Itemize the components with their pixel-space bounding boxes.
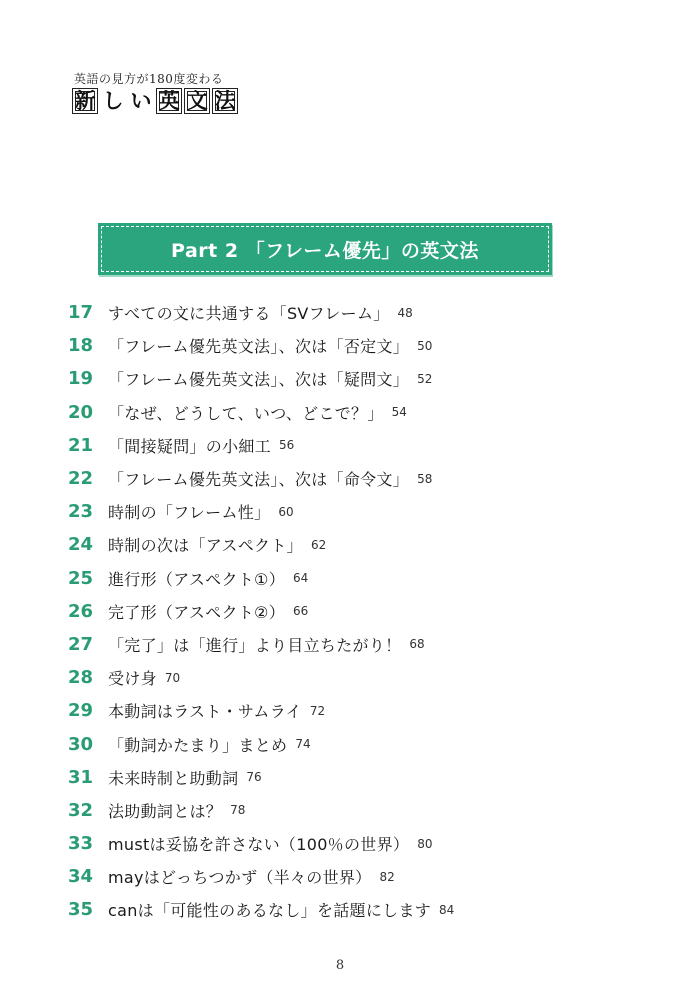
- chapter-number: 35: [68, 899, 94, 921]
- chapter-title: 「なぜ、どうして、いつ、どこで？」: [108, 403, 384, 423]
- chapter-page: 48: [397, 305, 413, 320]
- part-banner: [101, 226, 549, 272]
- chapter-number: 31: [68, 766, 94, 788]
- toc-item: [68, 661, 454, 694]
- chapter-number: 25: [68, 567, 94, 589]
- chapter-page: 72: [309, 703, 326, 718]
- toc-item: [68, 694, 454, 727]
- table-of-contents: [68, 296, 454, 927]
- chapter-number: 20: [68, 401, 94, 423]
- title-char: 英: [156, 88, 182, 114]
- chapter-number: 18: [68, 335, 94, 357]
- chapter-number: 27: [68, 633, 94, 655]
- chapter-number: 24: [68, 534, 94, 556]
- chapter-title: 時制の「フレーム性」: [108, 503, 271, 523]
- chapter-title: canは「可能性のあるなし」を話題にします: [108, 901, 432, 921]
- chapter-number: 26: [68, 600, 94, 622]
- chapter-page: 76: [246, 770, 262, 785]
- chapter-title: 進行形（アスペクト①）: [108, 569, 286, 589]
- chapter-page: 78: [230, 803, 246, 818]
- toc-item: [68, 727, 454, 760]
- chapter-number: 29: [68, 700, 94, 722]
- chapter-title: 「フレーム優先英文法」、次は「疑問文」: [108, 370, 410, 390]
- chapter-title: 「完了」は「進行」より目立ちたがり！: [108, 635, 402, 655]
- toc-item: [68, 562, 454, 595]
- title-char: 法: [212, 88, 238, 114]
- toc-item: [68, 628, 454, 661]
- chapter-title: 「フレーム優先英文法」、次は「否定文」: [108, 337, 410, 357]
- chapter-number: 28: [68, 667, 94, 689]
- title-char: 文: [184, 88, 210, 114]
- page-number: 8: [335, 958, 345, 973]
- chapter-title: mustは妥協を許さない（100％の世界）: [108, 835, 410, 855]
- toc-item: [68, 329, 454, 362]
- chapter-page: 60: [278, 504, 294, 519]
- book-subtitle: 英語の見方が180度変わる: [74, 72, 224, 86]
- chapter-page: 54: [391, 405, 407, 420]
- chapter-page: 68: [409, 637, 425, 652]
- chapter-number: 33: [68, 833, 94, 855]
- chapter-number: 23: [68, 501, 94, 523]
- chapter-number: 19: [68, 368, 94, 390]
- toc-item: [68, 362, 454, 395]
- chapter-number: 32: [68, 799, 94, 821]
- title-char: し: [102, 88, 124, 113]
- chapter-page: 82: [379, 869, 395, 884]
- title-char: 新: [72, 88, 98, 114]
- toc-item: [68, 528, 454, 561]
- toc-item: [68, 761, 454, 794]
- toc-item: [68, 495, 454, 528]
- chapter-title: すべての文に共通する「SVフレーム」: [108, 304, 390, 324]
- chapter-page: 70: [164, 670, 181, 685]
- toc-item: [68, 396, 454, 429]
- chapter-page: 84: [439, 902, 455, 917]
- chapter-page: 80: [417, 836, 433, 851]
- chapter-title: 時制の次は「アスペクト」: [108, 536, 303, 556]
- chapter-title: 「フレーム優先英文法」、次は「命令文」: [108, 470, 410, 490]
- chapter-title: 本動詞はラスト・サムライ: [108, 702, 302, 722]
- chapter-number: 22: [68, 468, 94, 490]
- chapter-page: 66: [293, 604, 309, 619]
- chapter-title: 完了形（アスペクト②）: [108, 602, 286, 622]
- toc-item: [68, 893, 454, 926]
- chapter-number: 21: [68, 434, 94, 456]
- chapter-page: 50: [417, 338, 433, 353]
- toc-item: [68, 296, 454, 329]
- chapter-title: mayはどっちつかず（半々の世界）: [108, 868, 372, 888]
- chapter-page: 74: [295, 737, 311, 752]
- toc-item: [68, 595, 454, 628]
- chapter-page: 52: [417, 371, 433, 386]
- chapter-number: 34: [68, 866, 94, 888]
- toc-item: [68, 794, 454, 827]
- chapter-title: 受け身: [108, 669, 157, 689]
- part-title: Part 2 「フレーム優先」の英文法: [171, 239, 479, 262]
- chapter-page: 62: [310, 537, 327, 552]
- toc-item: [68, 462, 454, 495]
- chapter-number: 17: [68, 302, 94, 324]
- chapter-page: 64: [293, 571, 309, 586]
- chapter-title: 法助動詞とは？: [108, 801, 223, 821]
- book-title: [72, 88, 238, 114]
- toc-item: [68, 429, 454, 462]
- chapter-number: 30: [68, 733, 94, 755]
- chapter-title: 「間接疑問」の小細工: [108, 436, 272, 456]
- chapter-title: 未来時制と助動詞: [108, 768, 239, 788]
- chapter-page: 58: [417, 471, 433, 486]
- chapter-page: 56: [279, 438, 295, 453]
- toc-item: [68, 860, 454, 893]
- toc-item: [68, 827, 454, 860]
- chapter-title: 「動詞かたまり」まとめ: [108, 735, 288, 755]
- title-char: い: [130, 88, 152, 113]
